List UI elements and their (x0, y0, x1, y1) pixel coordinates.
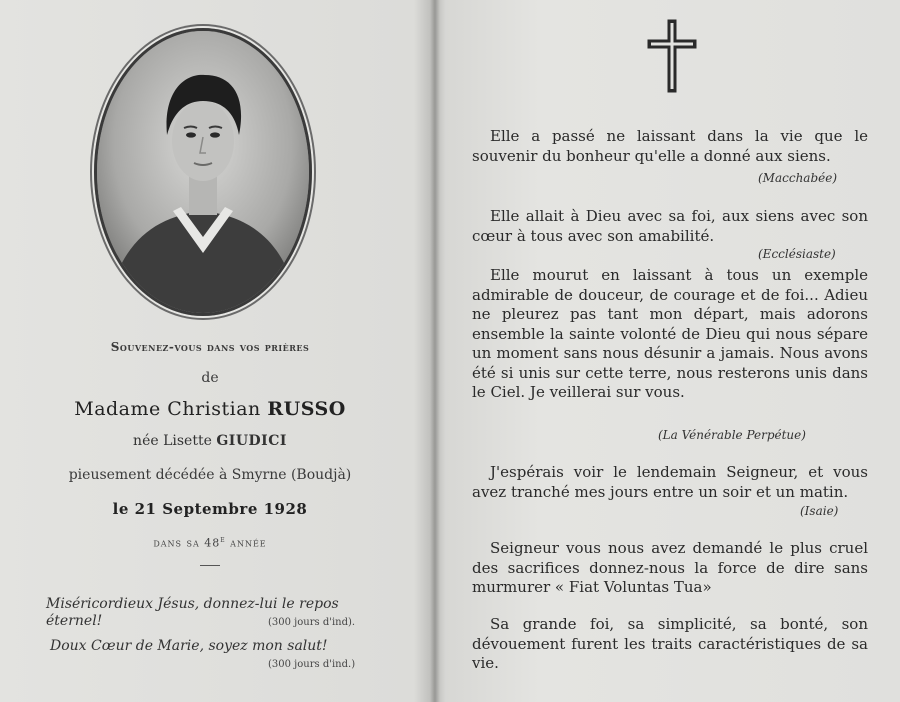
portrait-image (97, 31, 309, 313)
indulgence-note-1: (300 jours d'ind). (268, 617, 356, 628)
quote-attribution-2: (Ecclésiaste) (758, 247, 836, 261)
prayer-heading: Souvenez-vous dans vos prières (110, 340, 310, 354)
quote-paragraph-2 (472, 207, 868, 246)
maiden-surname: GIUDICI (216, 433, 287, 449)
age-line (20, 535, 400, 550)
quote-attribution-3: (La Vénérable Perpétue) (658, 428, 806, 442)
latin-cross-icon (646, 18, 698, 94)
de-label: de (201, 370, 219, 386)
quote-attribution-1: (Macchabée) (758, 171, 838, 185)
quote-attribution-4: (Isaie) (800, 504, 839, 518)
death-date: le 21 Septembre 1928 (112, 500, 308, 518)
quote-paragraph-6 (472, 615, 868, 674)
maiden-name-first: née Lisette (133, 433, 212, 449)
quote-text-5: Seigneur vous nous avez demandé le plus cruel des sacrifices donnez-nous la force de dire sans murmurer « Fiat Voluntas Tua» (472, 539, 868, 596)
quote-text-6: Sa grande foi, sa simplicité, sa bonté, son dévouement furent les traits caractéristiques de sa vie. (472, 615, 868, 672)
indulgence-note-2: (300 jours d'ind.) (268, 659, 356, 670)
quote-text-4: J'espérais voir le lendemain Seigneur, et vous avez tranché mes jours entre un soir et un matin. (472, 463, 868, 501)
quote-text-2: Elle allait à Dieu avec sa foi, aux siens avec son cœur à tous avec son amabilité. (472, 207, 868, 245)
deceased-surname: RUSSO (267, 398, 346, 420)
deceased-name (20, 398, 400, 420)
age-suffix: année (230, 536, 267, 550)
prayer-jesus: Miséricordieux Jésus, donnez-lui le repos éternel! (46, 596, 339, 629)
deceased-name-first: Madame Christian (74, 398, 261, 420)
portrait-photo (94, 28, 312, 316)
death-place: pieusement décédée à Smyrne (Boudjà) (68, 467, 352, 483)
quote-text-1: Elle a passé ne laissant dans la vie que le souvenir du bonheur qu'elle a donné aux siens. (472, 127, 868, 165)
age-prefix: dans sa 48 (153, 536, 221, 550)
quote-paragraph-5 (472, 539, 868, 598)
maiden-name (20, 433, 400, 449)
card-fold (430, 0, 440, 702)
quote-text-3: Elle mourut en laissant à tous un exemple admirable de douceur, de courage et de foi... Adieu ne pleurez pas tant mon départ, mais adorons ensemble la sainte volonté de Dieu qui nous sépare un moment sans nous désunir a jamais. Nous avons été si unis sur cette terre, nous resterons unis dans le Ciel. Je veillerai sur vous. (472, 266, 868, 401)
prayer-marie: Doux Cœur de Marie, soyez mon salut! (50, 638, 328, 654)
quote-paragraph-4 (472, 463, 868, 502)
divider (200, 565, 220, 566)
quote-paragraph-3 (472, 266, 868, 403)
age-sup: e (220, 535, 226, 544)
quote-paragraph-1 (472, 127, 868, 166)
